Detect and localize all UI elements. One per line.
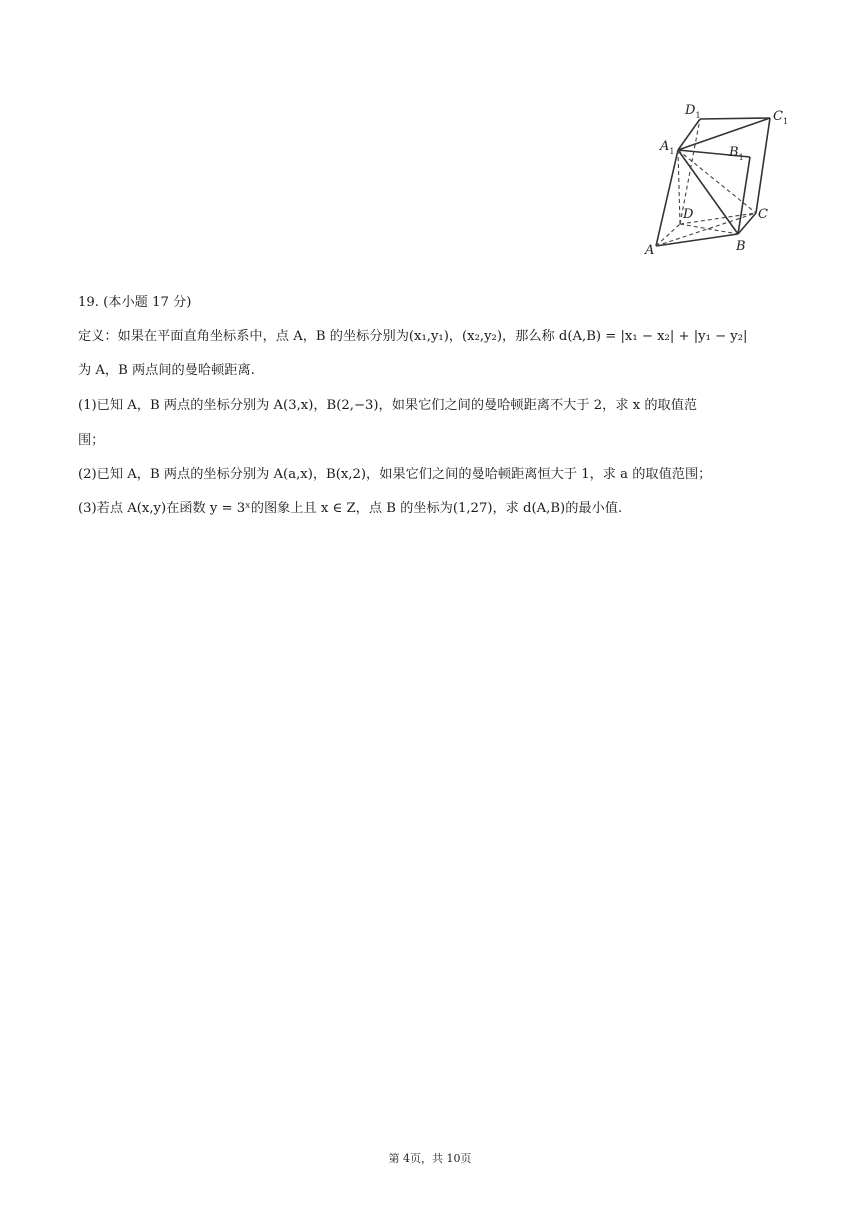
definition-line-1: 定义：如果在平面直角坐标系中，点 A，B 的坐标分别为(x₁,y₁)，(x₂,y₂)，那么称 d(A,B) = |x₁ − x₂| + |y₁ − y₂| <box>78 329 748 344</box>
question-2: (2)已知 A，B 两点的坐标分别为 A(a,x)，B(x,2)，如果它们之间的曼哈顿距离恒大于 1，求 a 的取值范围； <box>78 467 712 482</box>
question-1-line-1: (1)已知 A，B 两点的坐标分别为 A(3,x)，B(2,−3)，如果它们之间的曼哈顿距离不大于 2，求 x 的取值范 <box>78 398 698 413</box>
edge-A-A1 <box>656 150 678 246</box>
page-footer: 第 4页，共 10页 <box>388 1152 472 1165</box>
parallelepiped-figure <box>640 96 789 258</box>
label-C1: $C_1$ <box>773 109 789 126</box>
label-A1: $A_1$ <box>660 139 675 156</box>
question-3: (3)若点 A(x,y)在函数 y = 3ˣ的图象上且 x ∈ Z，点 B 的坐标为(1,27)，求 d(A,B)的最小值. <box>78 501 623 516</box>
label-B1: $B_1$ <box>729 145 744 162</box>
label-C: C <box>758 207 768 222</box>
edge-A1-D <box>678 150 680 224</box>
edge-D1-C1 <box>700 118 770 119</box>
question-1-line-2: 围； <box>78 433 105 448</box>
problem-header: 19. (本小题 17 分) <box>78 295 192 310</box>
parallelepiped-diagram <box>640 96 789 258</box>
edge-C-C1 <box>756 118 770 213</box>
label-D: D <box>683 207 694 222</box>
definition-line-2: 为 A，B 两点间的曼哈顿距离. <box>78 363 255 378</box>
edge-D-B <box>680 224 738 234</box>
edge-A-B <box>656 234 738 246</box>
edge-A1-C1 <box>678 118 770 150</box>
label-A: A <box>645 243 655 258</box>
label-B: B <box>736 239 746 254</box>
label-D1: $D_1$ <box>685 103 701 120</box>
